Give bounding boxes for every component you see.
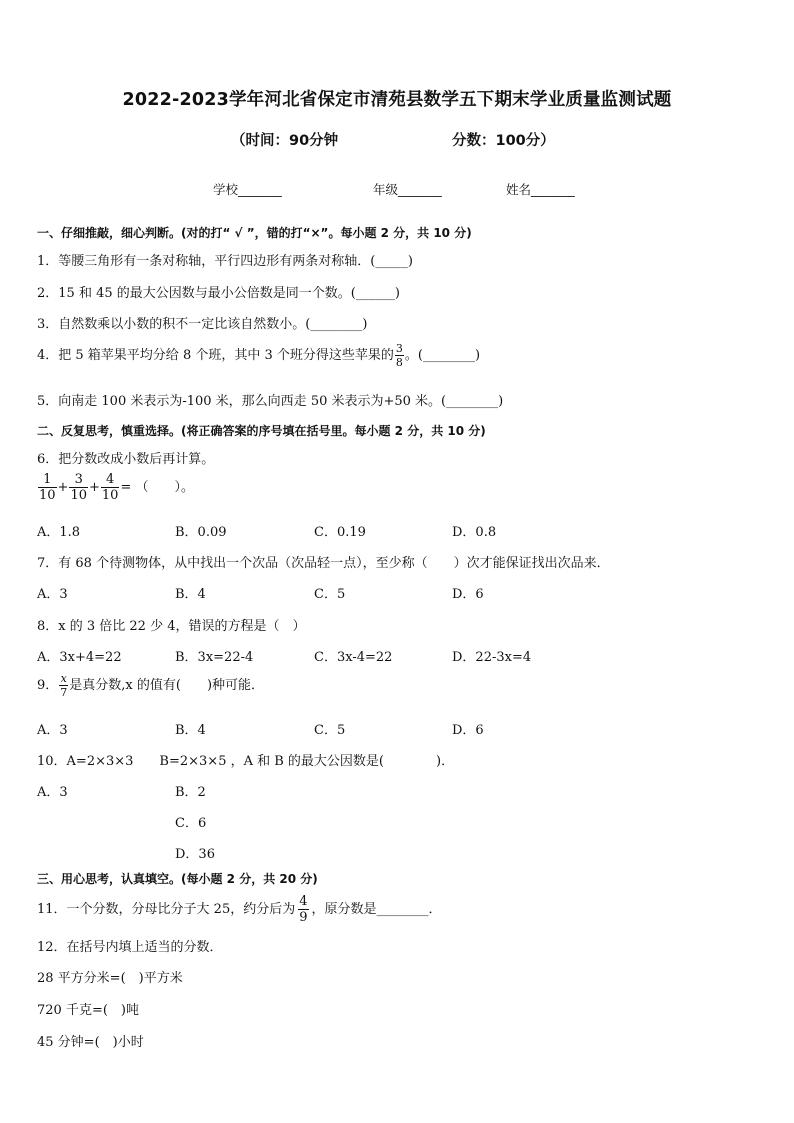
question-5: 5．向南走 100 米表示为-100 米，那么向西走 50 米表示为+50 米。(________) (37, 394, 504, 409)
fraction-denominator: 10 (101, 488, 119, 503)
q8-option-d: D．22-3x=4 (452, 650, 532, 665)
school-field: 学校_______ (213, 182, 282, 197)
fraction-4-9 (298, 895, 308, 924)
question-11-text: 11．一个分数，分母比分子大 25，约分后为 (37, 902, 296, 917)
plus-sign: + (57, 480, 69, 495)
fraction-x-7 (59, 673, 68, 698)
question-12-stem: 12．在括号内填上适当的分数． (37, 940, 223, 955)
q6-option-a: A．1.8 (37, 525, 81, 540)
question-2: 2．15 和 45 的最大公因数与最小公倍数是同一个数。(______) (37, 286, 400, 301)
q9-option-a: A．3 (37, 723, 68, 738)
q8-option-a: A．3x+4=22 (37, 650, 122, 665)
question-1: 1．等腰三角形有一条对称轴，平行四边形有两条对称轴．(_____) (37, 254, 413, 269)
q12-line-2: 720 千克=( )吨 (37, 1003, 139, 1018)
fraction-numerator: 1 (38, 473, 57, 488)
q8-option-c: C．3x-4=22 (314, 650, 393, 665)
question-6-stem: 6．把分数改成小数后再计算。 (37, 452, 215, 467)
q9-option-b: B．4 (175, 723, 206, 738)
q6-option-c: C．0.19 (314, 525, 366, 540)
fraction-denominator: 8 (395, 356, 403, 369)
q10-option-c: C．6 (175, 816, 207, 831)
fraction-denominator: 9 (299, 910, 308, 925)
plus-sign: + (89, 480, 100, 495)
fraction-denominator: 10 (39, 488, 56, 503)
fraction-1-10 (38, 473, 57, 502)
expression-tail: = （ ）。 (120, 480, 194, 495)
q12-line-3: 45 分钟=( )小时 (37, 1035, 144, 1050)
q8-option-b: B．3x=22-4 (175, 650, 254, 665)
q12-line-1: 28 平方分米=( )平方米 (37, 971, 183, 986)
question-7-stem: 7．有 68 个待测物体，从中找出一个次品（次品轻一点），至少称（ ）次才能保证找出次品来． (37, 556, 610, 571)
q9-option-d: D．6 (452, 723, 484, 738)
section-3-heading: 三、用心思考，认真填空。(每小题 2 分，共 20 分) (37, 872, 318, 886)
q7-option-b: B．4 (175, 587, 206, 602)
question-3: 3．自然数乘以小数的积不一定比该自然数小。(________) (37, 317, 368, 332)
q6-option-b: B．0.09 (175, 525, 227, 540)
q10-option-a: A．3 (37, 785, 68, 800)
fraction-denominator: 10 (70, 488, 87, 503)
section-2-heading: 二、反复思考，慎重选择。(将正确答案的序号填在括号里。每小题 2 分，共 10 分) (37, 424, 486, 438)
score-label: 分数：100分） (452, 133, 555, 149)
name-field: 姓名_______ (506, 182, 575, 197)
question-11 (37, 895, 442, 924)
question-11-blank: ，原分数是________． (311, 902, 442, 917)
q9-option-c: C．5 (314, 723, 346, 738)
question-9-text: 是真分数,x 的值有( )种可能． (69, 678, 265, 693)
question-4-text: 4．把 5 箱苹果平均分给 8 个班，其中 3 个班分得这些苹果的 (37, 348, 394, 363)
fraction-numerator: 4 (299, 894, 308, 909)
q7-option-c: C．5 (314, 587, 346, 602)
question-6-expression (37, 473, 194, 502)
time-label: （时间：90分钟 (231, 133, 339, 149)
fraction-3-10 (69, 473, 88, 502)
question-9-stem (37, 673, 264, 698)
q6-option-d: D．0.8 (452, 525, 497, 540)
q7-option-d: D．6 (452, 587, 484, 602)
section-1-heading: 一、仔细推敲，细心判断。(对的打“ √ ”，错的打“×”。每小题 2 分，共 10 分) (37, 226, 472, 240)
q10-option-d: D．36 (175, 847, 215, 862)
grade-field: 年级_______ (373, 182, 442, 197)
question-9-number: 9． (37, 678, 59, 693)
fraction-numerator: x (60, 672, 67, 685)
fraction-denominator: 7 (60, 686, 68, 699)
fraction-numerator: 3 (69, 473, 88, 488)
q7-option-a: A．3 (37, 587, 68, 602)
fraction-4-10 (101, 473, 120, 502)
fraction-numerator: 4 (101, 473, 120, 488)
fraction-numerator: 3 (395, 342, 403, 355)
question-10-stem: 10．A=2×3×3 B=2×3×5 ，A 和 B 的最大公因数是( )． (37, 754, 455, 769)
fraction-3-8 (395, 343, 404, 368)
question-4 (37, 343, 480, 368)
question-4-blank: 。(________) (404, 348, 481, 363)
question-8-stem: 8．x 的 3 倍比 22 少 4，错误的方程是（ ） (37, 619, 306, 634)
page-title: 2022-2023学年河北省保定市清苑县数学五下期末学业质量监测试题 (122, 90, 672, 110)
q10-option-b: B．2 (175, 785, 206, 800)
